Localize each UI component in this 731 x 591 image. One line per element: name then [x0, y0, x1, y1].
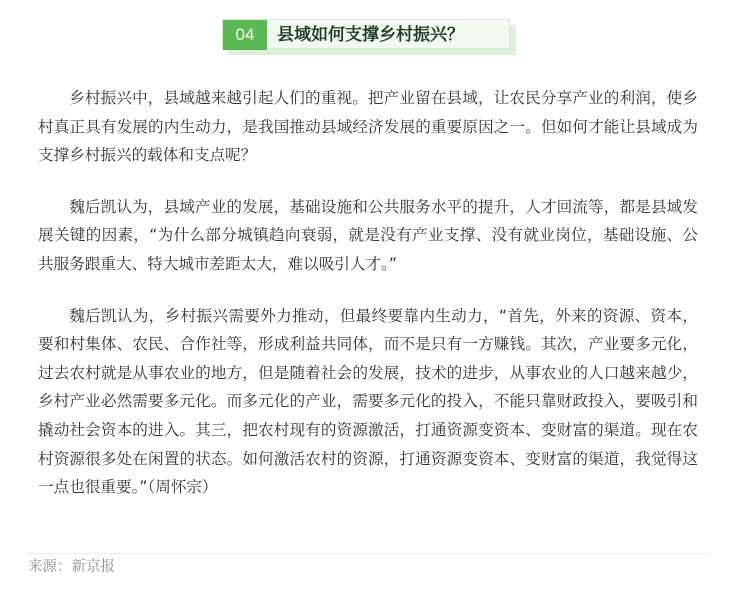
- section-number-badge: 04: [223, 20, 267, 50]
- paragraph-2: 魏后凯认为，县域产业的发展，基础设施和公共服务水平的提升，人才回流等，都是县域发展关键的因素，“为什么部分城镇趋向衰弱，就是没有产业支撑、没有就业岗位，基础设施、公共服务跟重大、特大城市差距太大，难以吸引人才。”: [38, 197, 698, 273]
- source-credit: 来源：新京报: [28, 559, 115, 575]
- section-header: [222, 19, 522, 59]
- header-box: [222, 19, 510, 49]
- paragraph-3: 魏后凯认为，乡村振兴需要外力推动，但最终要靠内生动力，“首先，外来的资源、资本，要和村集体、农民、合作社等，形成利益共同体，而不是只有一方赚钱。其次，产业要多元化，过去农村就是从事农业的地方，但是随着社会的发展，技术的进步，从事农业的人口越来越少，乡村产业必然需要多元化。而多元化的产业，需要多元化的投入，不能只靠财政投入，要吸引和撬动社会资本的进入。其三，把农村现有的资源激活，打通资源变资本、变财富的渠道。现在农村资源很多处在闲置的状态。如何激活农村的资源，打通资源变资本、变财富的渠道，我觉得这一点也很重要。”（周怀宗）: [38, 306, 698, 497]
- article-body: [38, 84, 698, 502]
- section-title: 县域如何支撑乡村振兴？: [277, 25, 464, 45]
- paragraph-1: 乡村振兴中，县域越来越引起人们的重视。把产业留在县域，让农民分享产业的利润，使乡村真正具有发展的内生动力，是我国推动县域经济发展的重要原因之一。但如何才能让县域成为支撑乡村振兴的载体和支点呢？: [38, 89, 698, 165]
- source-divider: [26, 553, 708, 554]
